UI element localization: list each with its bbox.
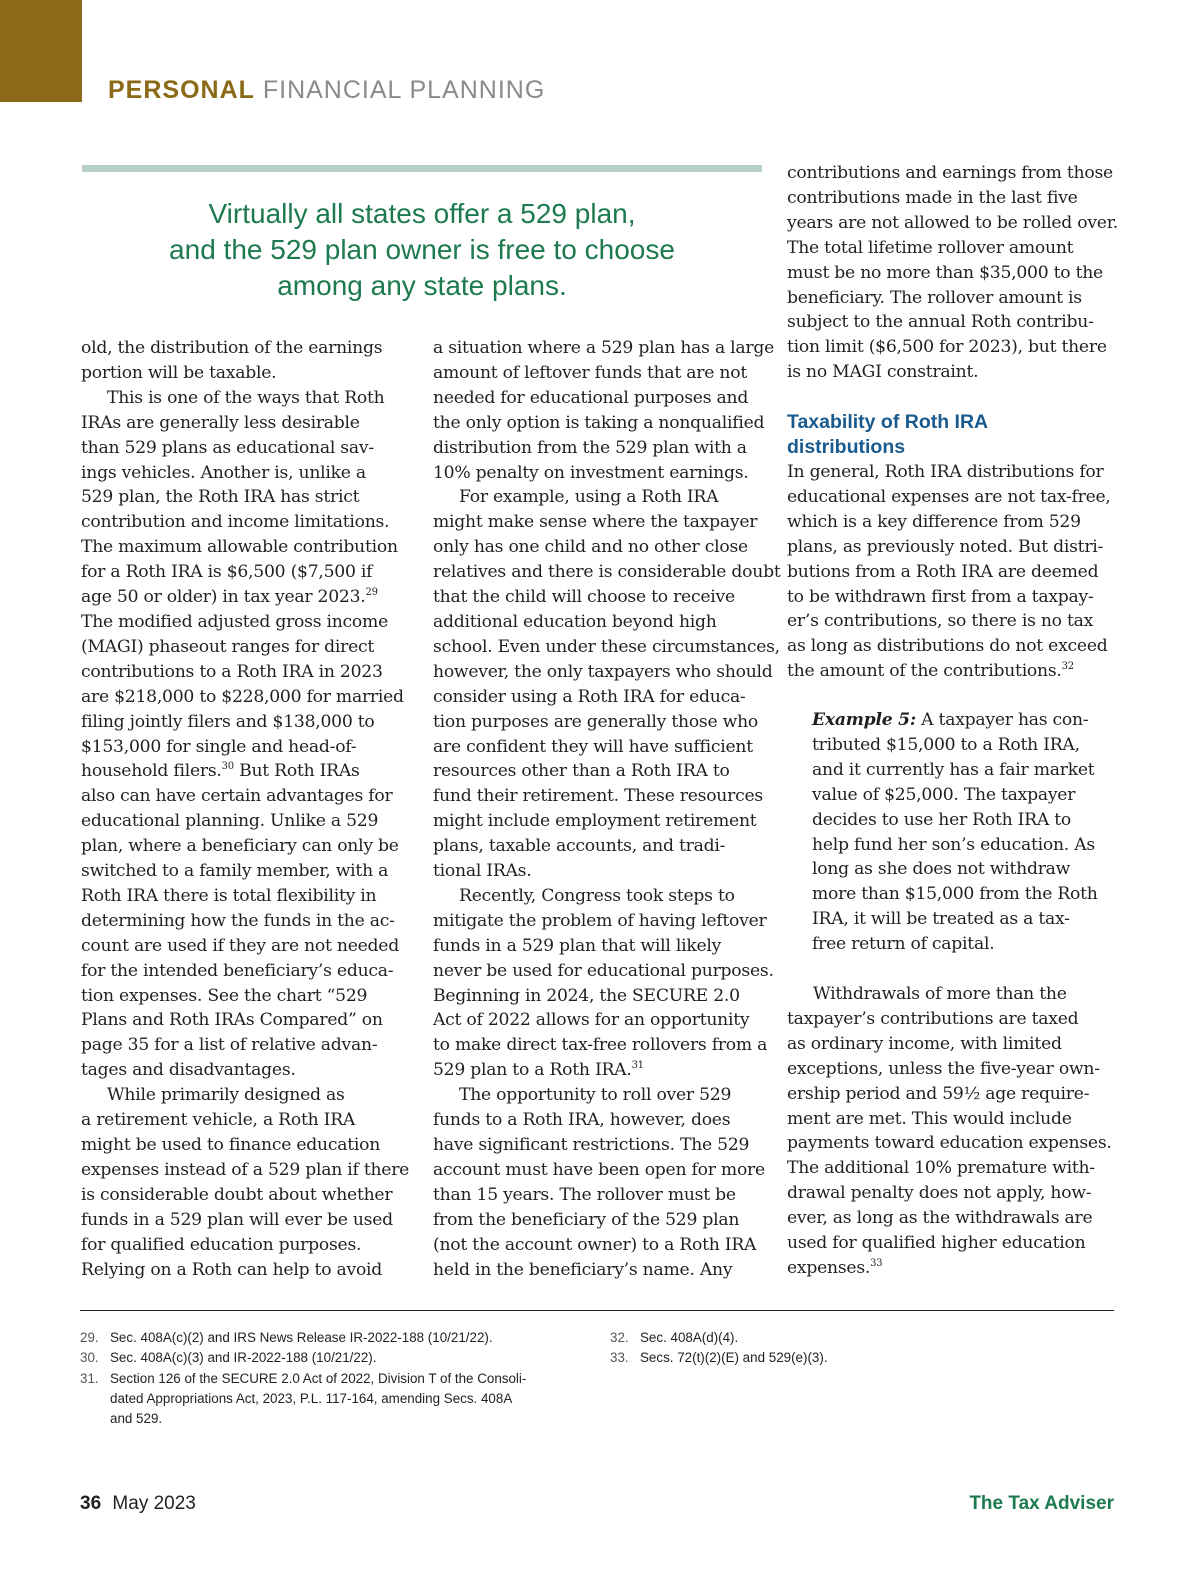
section-header-light: FINANCIAL PLANNING <box>262 76 546 104</box>
text-line <box>81 585 409 610</box>
text-line: resources other than a Roth IRA to <box>433 761 730 782</box>
footnote-number: 33. <box>610 1350 629 1366</box>
text-line: taxpayer’s contributions are taxed <box>787 1008 1079 1029</box>
text-line: school. Even under these circumstances, <box>433 636 780 657</box>
text-line: as ordinary income, with limited <box>787 1033 1062 1054</box>
text-line: might make sense where the taxpayer <box>433 512 758 533</box>
text-line: 529 plan, the Roth IRA has strict <box>81 487 360 508</box>
text-line: payments toward education expenses. <box>787 1133 1112 1154</box>
text-line: more than $15,000 from the Roth <box>812 884 1098 905</box>
footnote-ref-31[interactable]: 31 <box>631 1060 644 1072</box>
text-segment: 529 plan to a Roth IRA. <box>433 1060 632 1081</box>
text-line: In general, Roth IRA distributions for <box>787 462 1104 482</box>
text-line: a retirement vehicle, a Roth IRA <box>81 1110 356 1131</box>
text-line: The maximum allowable contribution <box>81 537 398 558</box>
text-line: the only option is taking a nonqualified <box>433 412 765 433</box>
withdrawals-paragraph <box>787 982 1112 1281</box>
text-line: exceptions, unless the five-year own- <box>787 1058 1100 1079</box>
text-line: determining how the funds in the ac- <box>81 910 395 931</box>
text-line: (MAGI) phaseout ranges for direct <box>81 636 375 657</box>
text-line: plans, taxable accounts, and tradi- <box>433 836 726 857</box>
text-line: free return of capital. <box>812 934 995 955</box>
subheading-line: Taxability of Roth IRA <box>787 411 989 433</box>
text-line: The additional 10% premature with- <box>787 1158 1095 1179</box>
footnote-divider <box>80 1310 1114 1311</box>
text-line: Roth IRA there is total flexibility in <box>81 885 377 906</box>
text-line: Recently, Congress took steps to <box>459 885 735 906</box>
text-line: consider using a Roth IRA for educa- <box>433 686 746 707</box>
text-line: filing jointly filers and $138,000 to <box>81 711 375 732</box>
text-segment: But Roth IRAs <box>233 761 360 782</box>
text-line: is no MAGI constraint. <box>787 362 979 383</box>
text-line: mitigate the problem of having leftover <box>433 910 767 931</box>
text-line <box>81 759 409 784</box>
column-3-body <box>787 460 1111 684</box>
text-line: butions from a Roth IRA are deemed <box>787 561 1099 582</box>
text-line: Plans and Roth IRAs Compared” on <box>81 1010 383 1031</box>
text-line: This is one of the ways that Roth <box>107 387 385 408</box>
text-line: expenses instead of a 529 plan if there <box>81 1159 410 1180</box>
text-line: count are used if they are not needed <box>81 935 399 956</box>
text-line: plan, where a beneficiary can only be <box>81 836 399 857</box>
text-line: that the child will choose to receive <box>433 587 735 608</box>
footnote-text <box>640 1348 828 1368</box>
text-line: also can have certain advantages for <box>81 786 393 807</box>
text-line: funds to a Roth IRA, however, does <box>433 1110 731 1131</box>
footnote-29 <box>80 1328 560 1348</box>
text-line: are $218,000 to $228,000 for married <box>81 686 404 707</box>
text-line: tributed $15,000 to a Roth IRA, <box>812 734 1080 755</box>
footnote-line: Sec. 408A(c)(2) and IRS News Release IR-2022-188 (10/21/22). <box>110 1330 493 1345</box>
text-line: ment are met. This would include <box>787 1108 1072 1129</box>
text-line <box>812 708 1098 733</box>
footnote-ref-33[interactable]: 33 <box>870 1257 883 1269</box>
pull-quote-line: and the 529 plan owner is free to choose <box>169 234 675 265</box>
footnote-ref-29[interactable]: 29 <box>365 587 378 599</box>
pull-quote <box>82 196 762 304</box>
text-line: a situation where a 529 plan has a large <box>433 338 775 358</box>
footnote-line: Sec. 408A(c)(3) and IR-2022-188 (10/21/22). <box>110 1350 377 1366</box>
text-line: subject to the annual Roth contribu- <box>787 312 1094 333</box>
text-segment: the amount of the contributions. <box>787 661 1062 682</box>
footnote-line: dated Appropriations Act, 2023, P.L. 117-164, amending Secs. 408A <box>110 1390 513 1406</box>
text-segment: A taxpayer has con- <box>915 710 1089 730</box>
column-1 <box>81 336 409 1282</box>
text-line: tion limit ($6,500 for 2023), but there <box>787 337 1107 358</box>
text-line: for qualified education purposes. <box>81 1234 362 1255</box>
pull-quote-line: among any state plans. <box>277 270 567 301</box>
section-header-bold: PERSONAL <box>108 76 255 104</box>
text-line: switched to a family member, with a <box>81 861 389 882</box>
footnote-number: 31. <box>80 1370 99 1386</box>
text-line: tion expenses. See the chart “529 <box>81 985 368 1006</box>
footnote-text <box>110 1369 526 1430</box>
footnote-32 <box>610 1328 1010 1348</box>
text-line: contributions made in the last five <box>787 187 1078 208</box>
text-line: beneficiary. The rollover amount is <box>787 287 1082 308</box>
text-segment: household filers. <box>81 761 222 782</box>
text-line: which is a key difference from 529 <box>787 511 1081 532</box>
text-line: ever, as long as the withdrawals are <box>787 1208 1093 1229</box>
text-line: is considerable doubt about whether <box>81 1184 393 1205</box>
footnote-number: 32. <box>610 1330 629 1345</box>
text-line: $153,000 for single and head-of- <box>81 736 357 757</box>
footnote-line: Section 126 of the SECURE 2.0 Act of 2022, Division T of the Consoli- <box>110 1370 527 1386</box>
text-line: educational expenses are not tax-free, <box>787 486 1111 507</box>
footnote-number: 30. <box>80 1350 99 1366</box>
text-line: must be no more than $35,000 to the <box>787 262 1103 283</box>
text-line: contributions and earnings from those <box>787 163 1113 183</box>
text-line: Act of 2022 allows for an opportunity <box>433 1010 750 1031</box>
page-footer-left <box>80 1493 196 1515</box>
text-line: IRA, it will be treated as a tax- <box>812 909 1070 930</box>
text-line: funds in a 529 plan that will likely <box>433 935 722 956</box>
text-line: The opportunity to roll over 529 <box>459 1085 732 1106</box>
text-line: tion purposes are generally those who <box>433 711 758 732</box>
subheading-line: distributions <box>787 436 906 458</box>
text-line: ings vehicles. Another is, unlike a <box>81 462 366 483</box>
text-segment: expenses. <box>787 1257 871 1278</box>
text-line: used for qualified higher education <box>787 1233 1086 1254</box>
footnote-ref-32[interactable]: 32 <box>1061 661 1074 673</box>
footnote-number: 29. <box>80 1330 99 1345</box>
page-number: 36 <box>80 1493 102 1514</box>
text-line: than 15 years. The rollover must be <box>433 1184 736 1205</box>
text-line: long as she does not withdraw <box>812 859 1071 880</box>
subheading <box>787 410 988 460</box>
text-line: The modified adjusted gross income <box>81 611 389 632</box>
text-line: relatives and there is considerable doubt <box>433 562 781 583</box>
issue-date: May 2023 <box>112 1493 196 1514</box>
text-segment: age 50 or older) in tax year 2023. <box>81 587 366 608</box>
text-line: help fund her son’s education. As <box>812 834 1095 855</box>
example-block <box>812 708 1098 957</box>
column-3-top <box>787 161 1118 385</box>
text-line: value of $25,000. The taxpayer <box>812 784 1076 805</box>
text-line: additional education beyond high <box>433 611 717 632</box>
publication-name: The Tax Adviser <box>969 1493 1114 1514</box>
example-label: Example 5: <box>812 710 916 730</box>
text-line: as long as distributions do not exceed <box>787 636 1108 657</box>
text-line: Relying on a Roth can help to avoid <box>81 1259 383 1280</box>
text-line: er’s contributions, so there is no tax <box>787 611 1094 632</box>
text-line: Withdrawals of more than the <box>813 984 1067 1004</box>
text-line: ership period and 59½ age require- <box>787 1083 1090 1104</box>
text-line: portion will be taxable. <box>81 362 277 383</box>
text-line: for a Roth IRA is $6,500 ($7,500 if <box>81 562 373 583</box>
text-line: are confident they will have sufficient <box>433 736 753 757</box>
text-line: While primarily designed as <box>107 1085 345 1106</box>
text-line: The total lifetime rollover amount <box>787 237 1074 258</box>
text-line: educational planning. Unlike a 529 <box>81 811 379 832</box>
text-line: needed for educational purposes and <box>433 387 749 408</box>
footnote-line: Sec. 408A(d)(4). <box>640 1330 739 1345</box>
footnote-30 <box>80 1348 560 1368</box>
text-line <box>787 1256 1112 1281</box>
text-line: for the intended beneficiary’s educa- <box>81 960 394 981</box>
text-line: to make direct tax-free rollovers from a <box>433 1035 768 1056</box>
text-line: decides to use her Roth IRA to <box>812 809 1072 830</box>
text-line: page 35 for a list of relative advan- <box>81 1035 378 1056</box>
text-line: funds in a 529 plan will ever be used <box>81 1209 393 1230</box>
text-line: from the beneficiary of the 529 plan <box>433 1209 740 1230</box>
text-line: (not the account owner) to a Roth IRA <box>433 1234 757 1255</box>
text-line: fund their retirement. These resources <box>433 786 763 807</box>
text-line: contributions to a Roth IRA in 2023 <box>81 661 383 682</box>
text-line: amount of leftover funds that are not <box>433 362 747 383</box>
pull-quote-rule <box>82 165 762 172</box>
footnotes-right <box>610 1328 1010 1369</box>
text-line: drawal penalty does not apply, how- <box>787 1183 1092 1204</box>
text-line: IRAs are generally less desirable <box>81 412 360 433</box>
footnote-line: Secs. 72(t)(2)(E) and 529(e)(3). <box>640 1350 828 1366</box>
text-line: might include employment retirement <box>433 811 757 832</box>
text-line: only has one child and no other close <box>433 537 748 558</box>
section-header <box>108 76 545 105</box>
text-line: however, the only taxpayers who should <box>433 661 773 682</box>
column-2 <box>433 336 780 1282</box>
text-line: to be withdrawn first from a taxpay- <box>787 586 1094 607</box>
text-line: 10% penalty on investment earnings. <box>433 462 749 483</box>
footnote-line: and 529. <box>110 1411 163 1427</box>
text-line: plans, as previously noted. But distri- <box>787 536 1104 557</box>
corner-color-tab <box>0 0 82 102</box>
text-line: Beginning in 2024, the SECURE 2.0 <box>433 985 740 1006</box>
footnote-text <box>110 1328 493 1348</box>
footnote-31 <box>80 1369 560 1430</box>
text-line: distribution from the 529 plan with a <box>433 437 747 458</box>
footnote-ref-30[interactable]: 30 <box>221 761 234 773</box>
footnotes-left <box>80 1328 560 1429</box>
text-line: tional IRAs. <box>433 861 532 882</box>
footnote-text <box>640 1328 738 1348</box>
text-line: For example, using a Roth IRA <box>459 487 719 508</box>
text-line <box>787 659 1111 684</box>
text-line: years are not allowed to be rolled over. <box>787 212 1119 233</box>
text-line <box>433 1058 780 1083</box>
footnote-text <box>110 1348 376 1368</box>
text-line: than 529 plans as educational sav- <box>81 437 374 458</box>
text-line: tages and disadvantages. <box>81 1060 296 1081</box>
text-line: contribution and income limitations. <box>81 512 390 533</box>
pull-quote-line: Virtually all states offer a 529 plan, <box>208 198 636 229</box>
text-line: old, the distribution of the earnings <box>81 338 383 358</box>
text-line: held in the beneficiary’s name. Any <box>433 1259 733 1280</box>
text-line: might be used to finance education <box>81 1135 381 1155</box>
footnote-33 <box>610 1348 1010 1368</box>
text-line: never be used for educational purposes. <box>433 960 774 981</box>
text-line: have significant restrictions. The 529 <box>433 1135 750 1155</box>
text-line: and it currently has a fair market <box>812 759 1095 780</box>
text-line: account must have been open for more <box>433 1159 765 1180</box>
